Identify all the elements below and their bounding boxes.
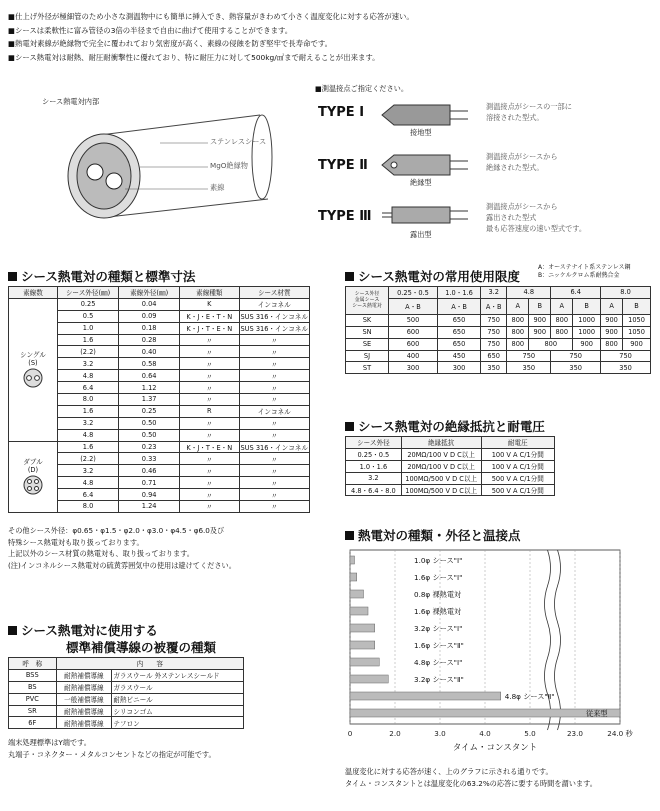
table-row: 3.2 0.58 〃 〃 — [9, 358, 310, 370]
single-label: シングル — [20, 350, 46, 359]
bar-label: 3.2φ シース"Ⅱ" — [414, 675, 464, 684]
table-header-row — [9, 287, 310, 299]
bar — [350, 658, 379, 666]
insulation-title: シース熱電対の絶縁抵抗と耐電圧 — [345, 417, 545, 435]
type-2-desc-2: 絶縁された型式。 — [486, 163, 544, 172]
note-line: 丸端子・コネクター・メタルコンセントなどの指定が可能です。 — [8, 750, 216, 759]
single-group-cell — [9, 298, 58, 441]
bar-label: 0.8φ 裸熱電対 — [414, 590, 462, 599]
intro-line: ■仕上げ外径が極細管のため小さな測温物中にも簡単に挿入でき、熱容量がきわめて小さく温度変化に対する応答が速い。 — [8, 12, 414, 21]
type-3-desc-1: 測温接点がシースから — [486, 202, 558, 211]
single-core-icon — [22, 367, 44, 389]
sheath-illustration — [40, 107, 310, 227]
note-line: 端末処理標準はY端です。 — [8, 738, 91, 747]
bar — [350, 556, 355, 564]
x-tick-label: 24.0 秒 — [607, 729, 633, 738]
x-tick-label: 4.0 — [479, 729, 491, 738]
bar — [350, 709, 620, 717]
intro-line: ■シース熱電対は耐熱、耐圧耐衝撃性に優れており、特に耐圧力に対して500kg/㎠まで耐えることが出来ます。 — [8, 52, 380, 62]
table-row: (2.2) 0.33 〃 〃 — [9, 453, 310, 465]
table-row: BSS 耐熱補償導線 ガラスウール 外ステンレスシールド — [9, 669, 244, 681]
bar — [350, 624, 375, 632]
compensation-table: 呼 称 内 容 BSS 耐熱補償導線 ガラスウール 外ステンレスシールド BS 耐熱補償導線 ガラスウール PVC 一般補償導線 耐熱ビニール SR 耐熱補償導線 シリコンゴム 6F 耐熱補償導線 テフロン — [8, 657, 244, 729]
table-row: 8.0 1.24 〃 〃 — [9, 501, 310, 513]
single-code: (S) — [28, 358, 38, 367]
bar-label: 1.6φ シース"Ⅰ" — [414, 573, 463, 582]
bar — [350, 675, 388, 683]
table-row: 0.5 0.09 K・J・E・T・N SUS 316・インコネル — [9, 310, 310, 322]
x-tick-label: 5.0 — [524, 729, 536, 738]
compensation-notes — [8, 737, 216, 761]
note-line: 特殊シース熱電対も取り扱っております。 — [8, 537, 144, 547]
header-cell: 素線種類 — [180, 287, 239, 299]
junction-types — [318, 100, 648, 250]
type-2-desc-1: 測温接点がシースから — [486, 152, 558, 161]
junction-header: ■測温接点ご指定ください。 — [315, 84, 409, 93]
bar-label: 3.2φ シース"Ⅰ" — [414, 624, 463, 633]
table-row: SR 耐熱補償導線 シリコンゴム — [9, 705, 244, 717]
header-cell: シース材質 — [239, 287, 309, 299]
table-row: SJ 400 450 650 750 750 750 — [346, 350, 651, 362]
table-row: ダブル (D) 1.6 0.23 K・J・T・E・N SUS 316・インコネル — [9, 441, 310, 453]
header-cell: 素線数 — [9, 287, 58, 299]
bar-label: 1.6φ 裸熱電対 — [414, 607, 462, 616]
label-stainless-sheath: ステンレスシース — [210, 137, 267, 146]
type-2-drawing — [380, 152, 470, 178]
type-3-drawing — [380, 202, 470, 228]
cross-section-figure — [40, 97, 310, 227]
table-row: 1.6 0.25 R インコネル — [9, 405, 310, 417]
table-row: 6.4 0.94 〃 〃 — [9, 489, 310, 501]
legend-a: A：オーステナイト系ステンレス鋼 — [538, 264, 631, 271]
table-row: 8.0 1.37 〃 〃 — [9, 394, 310, 406]
double-label: ダブル — [23, 457, 43, 466]
bar-label: 1.0φ シース"Ⅰ" — [414, 556, 463, 565]
note-line: その他シース外径：φ0.65・φ1.5・φ2.0・φ3.0・φ4.5・φ6.0及び — [8, 526, 225, 535]
x-tick-label: 3.0 — [434, 729, 446, 738]
table-row: 4.8・6.4・8.0 100MΩ/500 V D C以上 500 V A C/1分間 — [346, 484, 555, 496]
intro-line: ■シースは柔軟性に富み管径の3倍の半径まで自由に曲げて使用することができます。 — [8, 25, 293, 35]
x-axis-label: タイム・コンスタント — [452, 743, 538, 753]
double-core-icon — [22, 474, 44, 496]
type-3-label: TYPE Ⅲ — [318, 209, 372, 224]
note-line: 上記以外のシース材質の熱電対も、取り扱っております。 — [8, 549, 194, 558]
cross-section-title: シース熱電対内部 — [42, 97, 100, 106]
x-tick-label: 2.0 — [389, 729, 401, 738]
table-row: 1.0・1.6 20MΩ/100 V D C以上 100 V A C/1分間 — [346, 460, 555, 472]
table-row: 4.8 0.64 〃 〃 — [9, 370, 310, 382]
type-1-desc-2: 溶接された型式。 — [486, 113, 544, 122]
table-row: 3.2 0.46 〃 〃 — [9, 465, 310, 477]
type-1-desc-1: 測温接点がシースの一部に — [486, 102, 572, 111]
types-notes — [8, 525, 236, 571]
note-line: (注)インコネルシース熱電対の硫黄雰囲気中の使用は避けてください。 — [8, 560, 236, 570]
temp-table: シース外径 金属シース シース熱電対 0.25・0.5 1.0・1.6 3.2 4.8 6.4 8.0 A・B A・B A・B A B A B A B SK 500 650 750 800 900 800 1000 900 1050 SN 600 650 750 800 900 800 1000 900 1050 SE 600 650 750 800 800 900 800 900 SJ 400 450 650 750 750 750 ST 300 300 350 350 350 350 — [345, 286, 651, 374]
label-mgo: MgO絶縁物 — [210, 161, 248, 170]
time-constant-chart — [340, 545, 658, 757]
compensation-title: シース熱電対に使用する 標準補償導線の被覆の種類 — [8, 622, 216, 656]
table-row: 1.0 0.18 K・J・T・E・N SUS 316・インコネル — [9, 322, 310, 334]
table-row: SE 600 650 750 800 800 900 800 900 — [346, 338, 651, 350]
type-3-desc-3: 最も応答速度の速い型式です。 — [486, 224, 587, 233]
bar — [350, 692, 501, 700]
x-tick-label: 0 — [347, 729, 353, 738]
table-row: 4.8 0.71 〃 〃 — [9, 477, 310, 489]
insulation-table: シース外径 絶縁抵抗 耐電圧 0.25・0.5 20MΩ/100 V D C以上 100 V A C/1分間 1.0・1.6 20MΩ/100 V D C以上 100 V A C/1分間 3.2 100MΩ/500 V D C以上 500 V A C/1分間 4.8・6.4・8.0 100MΩ/500 V D C以上 500 V A C/1分間 — [345, 436, 555, 496]
double-group-cell — [9, 441, 58, 512]
temp-legend — [538, 264, 631, 280]
intro-line: ■熱電対素線が絶縁物で完全に覆われており気密度が高く、素線の侵蝕を防ぎ堅牢で長寿命です。 — [8, 39, 333, 49]
header-cell: シース外径(㎜) — [57, 287, 118, 299]
double-code: (D) — [27, 465, 39, 474]
types-table-title: シース熱電対の種類と標準寸法 — [8, 267, 195, 285]
intro-text — [8, 10, 648, 64]
table-row: SN 600 650 750 800 900 800 1000 900 1050 — [346, 326, 651, 338]
header-cell: 素線外径(㎜) — [119, 287, 180, 299]
type-2-sub: 絶縁型 — [410, 178, 432, 187]
type-3-sub: 露出型 — [410, 230, 432, 239]
type-1-sub: 接地型 — [410, 128, 432, 137]
table-row: (2.2) 0.40 〃 〃 — [9, 346, 310, 358]
bar — [350, 590, 364, 598]
bar-label: 4.8φ シース"Ⅰ" — [414, 658, 463, 667]
type-3-desc-2: 露出された型式 — [486, 213, 537, 222]
legend-b: B：ニッケルクロム系耐熱合金 — [538, 272, 620, 279]
table-row: BS 耐熱補償導線 ガラスウール — [9, 681, 244, 693]
x-tick-label: 23.0 — [566, 729, 584, 738]
type-1-label: TYPE Ⅰ — [318, 105, 365, 120]
corner-cell: シース外径 金属シース シース熱電対 — [346, 287, 389, 315]
bar — [350, 641, 375, 649]
table-row: SK 500 650 750 800 900 800 1000 900 1050 — [346, 314, 651, 326]
table-row: 0.25・0.5 20MΩ/100 V D C以上 100 V A C/1分間 — [346, 448, 555, 460]
table-row: ST 300 300 350 350 350 350 — [346, 362, 651, 374]
table-row: 4.8 0.50 〃 〃 — [9, 429, 310, 441]
note-line: タイム・コンスタントとは温度変化の63.2%の応答に要する時間を謂います。 — [345, 779, 597, 788]
note-line: 温度変化に対する応答が速く、上のグラフに示される通りです。 — [345, 767, 553, 776]
table-row: 3.2 100MΩ/500 V D C以上 500 V A C/1分間 — [346, 472, 555, 484]
type-2-label: TYPE Ⅱ — [318, 158, 368, 173]
temp-table-title: シース熱電対の常用使用限度 — [345, 267, 520, 285]
label-wire: 素線 — [210, 183, 225, 192]
table-row: PVC 一般補償導線 耐熱ビニール — [9, 693, 244, 705]
chart-notes — [345, 766, 597, 790]
bar-label: 4.8φ シース"Ⅱ" — [504, 692, 555, 701]
bar-label: 1.6φ シース"Ⅱ" — [414, 641, 464, 650]
bar-label: 従来型 — [586, 709, 608, 718]
bar — [350, 607, 368, 615]
types-table — [8, 286, 310, 513]
type-1-drawing — [380, 102, 470, 128]
table-row: 1.6 0.28 〃 〃 — [9, 334, 310, 346]
table-row: シングル (S) 0.25 0.04 K インコネル — [9, 298, 310, 310]
chart-title: 熱電対の種類・外径と温接点 — [345, 526, 521, 544]
table-row: 3.2 0.50 〃 〃 — [9, 417, 310, 429]
bar — [350, 573, 357, 581]
table-row: 6F 耐熱補償導線 テフロン — [9, 717, 244, 729]
table-row: 6.4 1.12 〃 〃 — [9, 382, 310, 394]
